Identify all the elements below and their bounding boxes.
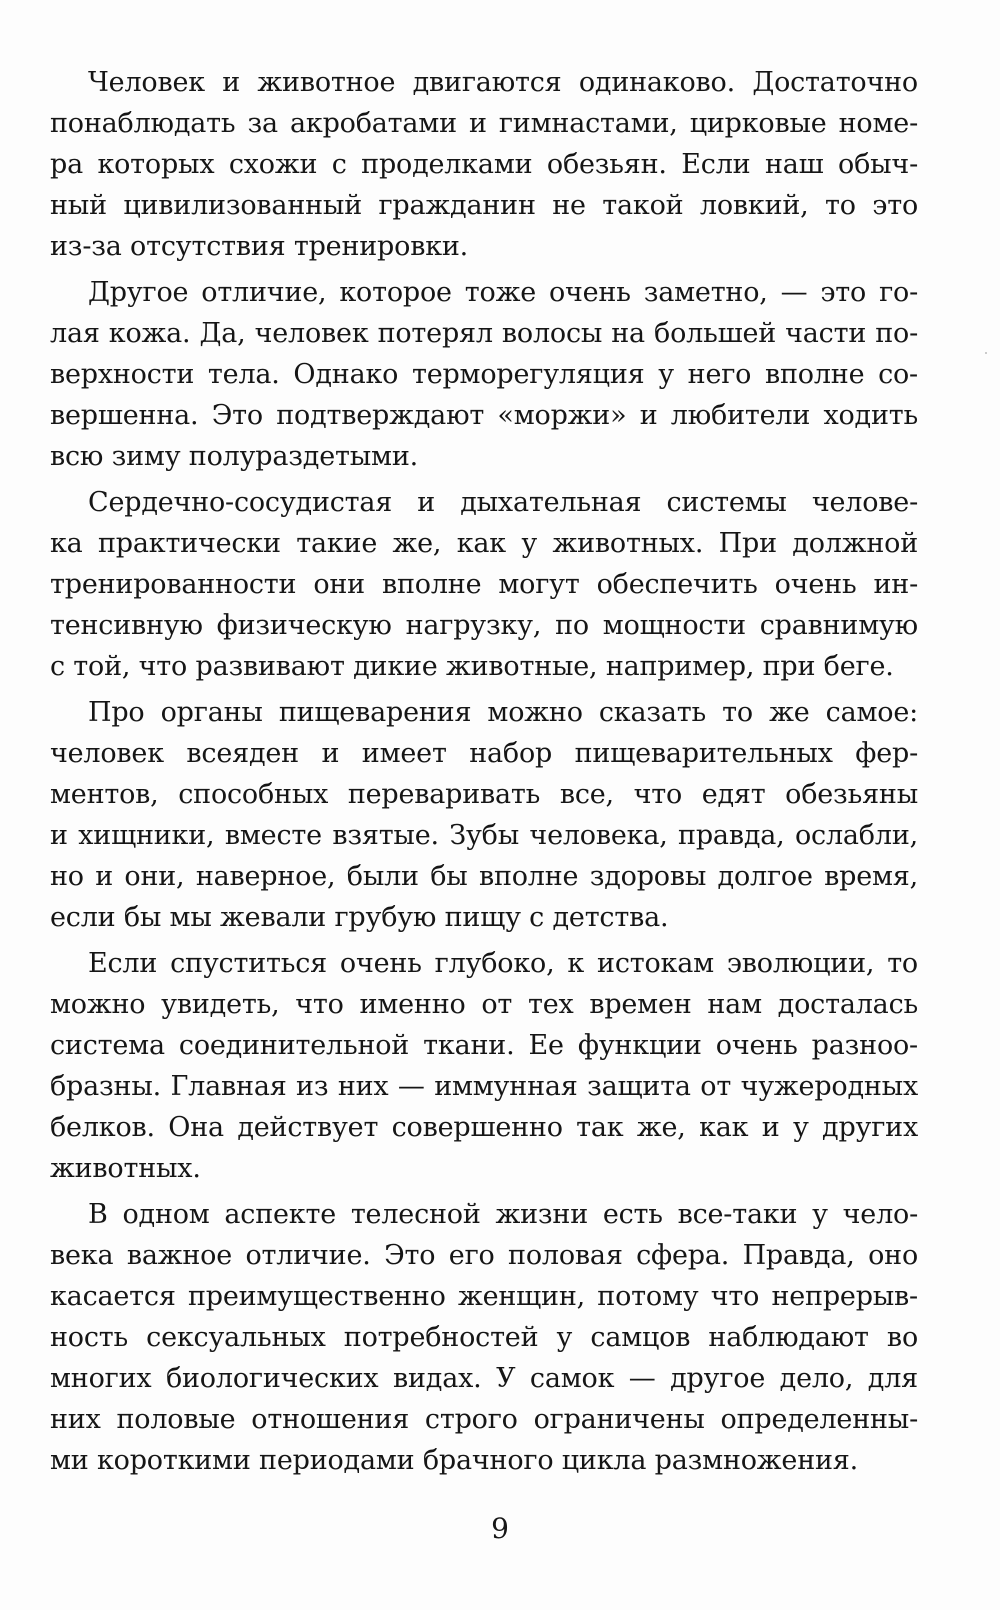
text-line: Сердечно-сосудистая и дыхательная системы челове-: [88, 487, 918, 518]
text-line: с той, что развивают дикие животные, например, при беге.: [50, 651, 894, 682]
paragraph: [50, 692, 918, 938]
text-line: ный цивилизованный гражданин не такой ловкий, то это: [50, 190, 918, 221]
text-line: но и они, наверное, были бы вполне здоровы долгое время,: [50, 861, 918, 892]
text-line: ка практически такие же, как у животных. При должной: [50, 528, 918, 559]
body-text: [50, 62, 918, 1486]
text-line: можно увидеть, что именно от тех времен нам досталась: [50, 989, 918, 1020]
text-line: ра которых схожи с проделками обезьян. Если наш обыч-: [50, 149, 918, 180]
page-number: 9: [491, 1512, 509, 1545]
text-line: многих биологических видах. У самок — другое дело, для: [50, 1363, 918, 1394]
text-line: века важное отличие. Это его половая сфера. Правда, оно: [50, 1240, 918, 1271]
text-line: из-за отсутствия тренировки.: [50, 231, 469, 262]
text-line: Про органы пищеварения можно сказать то же самое:: [88, 697, 918, 728]
paragraph: [50, 272, 918, 477]
text-line: касается преимущественно женщин, потому что непрерыв-: [50, 1281, 918, 1312]
paragraph: [50, 62, 918, 267]
text-line: животных.: [50, 1153, 201, 1184]
text-line: Другое отличие, которое тоже очень заметно, — это го-: [88, 277, 918, 308]
paragraph: [50, 943, 918, 1189]
text-line: Человек и животное двигаются одинаково. Достаточно: [88, 67, 918, 98]
text-line: тенсивную физическую нагрузку, по мощности сравнимую: [50, 610, 918, 641]
text-line: белков. Она действует совершенно так же, как и у других: [50, 1112, 918, 1143]
text-line: ность сексуальных потребностей у самцов наблюдают во: [50, 1322, 918, 1353]
text-line: понаблюдать за акробатами и гимнастами, цирковые номе-: [50, 108, 918, 139]
text-line: и хищники, вместе взятые. Зубы человека, правда, ослабли,: [50, 820, 918, 851]
text-line: если бы мы жевали грубую пищу с детства.: [50, 902, 669, 933]
text-line: них половые отношения строго ограничены определенны-: [50, 1404, 918, 1435]
text-line: вершенна. Это подтверждают «моржи» и любители ходить: [50, 400, 918, 431]
text-line: всю зиму полураздетыми.: [50, 441, 419, 472]
text-line: человек всеяден и имеет набор пищеварительных фер-: [50, 738, 918, 769]
text-line: тренированности они вполне могут обеспечить очень ин-: [50, 569, 918, 600]
text-line: система соединительной ткани. Ее функции очень разноо-: [50, 1030, 918, 1061]
scan-speck: [985, 352, 987, 354]
paragraph: [50, 1194, 918, 1481]
text-line: верхности тела. Однако терморегуляция у него вполне со-: [50, 359, 918, 390]
text-line: ми короткими периодами брачного цикла размножения.: [50, 1445, 859, 1476]
text-line: лая кожа. Да, человек потерял волосы на большей части по-: [50, 318, 918, 349]
paragraph: [50, 482, 918, 687]
text-line: ментов, способных переваривать все, что едят обезьяны: [50, 779, 918, 810]
text-line: В одном аспекте телесной жизни есть все-таки у чело-: [88, 1199, 918, 1230]
text-line: бразны. Главная из них — иммунная защита от чужеродных: [50, 1071, 918, 1102]
text-line: Если спуститься очень глубоко, к истокам эволюции, то: [88, 948, 918, 979]
